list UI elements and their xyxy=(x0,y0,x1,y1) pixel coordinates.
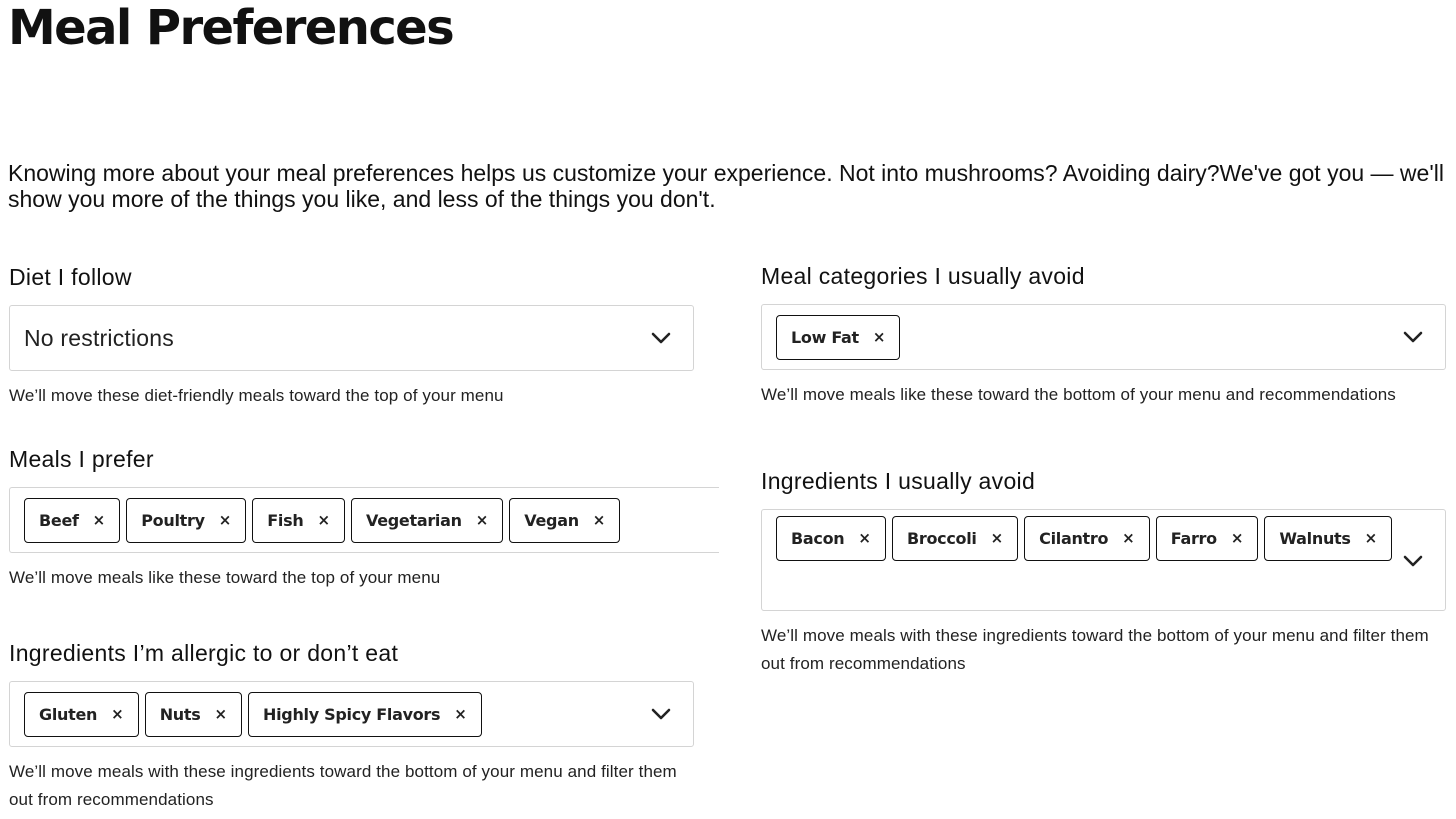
allergic-label: Ingredients I’m allergic to or don’t eat xyxy=(9,640,399,666)
remove-icon[interactable]: × xyxy=(111,704,124,723)
ingredients-avoid-field xyxy=(761,466,1446,678)
ingredients-avoid-select[interactable] xyxy=(761,509,1446,611)
chip-label: Low Fat xyxy=(791,327,859,347)
chip[interactable] xyxy=(1024,516,1150,561)
chip-label: Poultry xyxy=(141,510,205,530)
remove-icon[interactable]: × xyxy=(1364,529,1378,547)
meals-prefer-helper: We’ll move meals like these toward the top of your menu xyxy=(9,568,441,587)
meals-prefer-select[interactable] xyxy=(9,487,719,553)
diet-select-value: No restrictions xyxy=(24,324,174,351)
remove-icon[interactable]: × xyxy=(475,510,489,529)
page-title: Meal Preferences xyxy=(8,0,454,56)
chip[interactable] xyxy=(509,498,620,543)
ingredients-avoid-helper: We’ll move meals with these ingredients toward the bottom of your menu and filter them out from recommendations xyxy=(761,626,1429,673)
ingredients-avoid-chips xyxy=(762,516,1392,561)
chevron-down-icon[interactable] xyxy=(651,708,671,720)
remove-icon[interactable]: × xyxy=(1122,529,1135,547)
chip[interactable] xyxy=(776,516,886,561)
chip-label: Bacon xyxy=(791,529,845,548)
chip[interactable] xyxy=(252,498,345,543)
allergic-select[interactable] xyxy=(9,681,694,747)
chip[interactable] xyxy=(351,498,503,543)
chip[interactable] xyxy=(776,315,900,360)
diet-label: Diet I follow xyxy=(9,264,132,290)
chevron-down-icon[interactable] xyxy=(1403,331,1423,343)
chip-label: Broccoli xyxy=(906,529,977,548)
chip-label: Fish xyxy=(267,510,304,530)
chip[interactable] xyxy=(248,692,482,737)
intro-text: Knowing more about your meal preferences helps us customize your experience. Not into mushrooms? Avoiding dairy?We've got you — we'll show you more of the things you like, and less of the things you don't. xyxy=(8,160,1444,212)
chip-label: Vegetarian xyxy=(366,510,462,530)
remove-icon[interactable]: × xyxy=(858,529,871,547)
chip-label: Walnuts xyxy=(1279,529,1351,548)
chip[interactable] xyxy=(145,692,242,737)
chip[interactable] xyxy=(1156,516,1259,561)
ingredients-avoid-label: Ingredients I usually avoid xyxy=(761,468,1036,494)
chip-label: Cilantro xyxy=(1039,529,1109,548)
chip[interactable] xyxy=(892,516,1018,561)
chip-label: Nuts xyxy=(159,704,201,724)
chip-label: Farro xyxy=(1170,529,1217,548)
meals-prefer-field xyxy=(9,444,719,592)
chip-label: Highly Spicy Flavors xyxy=(263,704,441,724)
categories-avoid-select[interactable] xyxy=(761,304,1446,370)
meals-prefer-chips xyxy=(10,498,620,543)
remove-icon[interactable]: × xyxy=(872,327,886,346)
chip[interactable] xyxy=(24,692,139,737)
allergic-helper: We’ll move meals with these ingredients toward the bottom of your menu and filter them out from recommendations xyxy=(9,762,677,809)
categories-avoid-helper: We’ll move meals like these toward the bottom of your menu and recommendations xyxy=(761,385,1396,404)
categories-avoid-field xyxy=(761,261,1446,409)
chip-label: Vegan xyxy=(524,510,579,530)
remove-icon[interactable]: × xyxy=(1230,529,1244,547)
meals-prefer-label: Meals I prefer xyxy=(9,446,154,472)
chip[interactable] xyxy=(1264,516,1392,561)
chip-label: Gluten xyxy=(39,704,98,724)
remove-icon[interactable]: × xyxy=(214,704,228,723)
diet-field xyxy=(9,262,694,410)
remove-icon[interactable]: × xyxy=(592,510,606,529)
allergic-chips xyxy=(10,692,482,737)
remove-icon[interactable]: × xyxy=(990,529,1004,547)
diet-helper: We’ll move these diet-friendly meals toward the top of your menu xyxy=(9,386,504,405)
chip[interactable] xyxy=(24,498,120,543)
chip-label: Beef xyxy=(39,510,79,530)
categories-avoid-label: Meal categories I usually avoid xyxy=(761,263,1085,289)
remove-icon[interactable]: × xyxy=(454,704,467,723)
remove-icon[interactable]: × xyxy=(317,510,331,529)
diet-select[interactable] xyxy=(9,305,694,371)
remove-icon[interactable]: × xyxy=(92,510,106,529)
chevron-down-icon[interactable] xyxy=(651,332,671,344)
chip[interactable] xyxy=(126,498,246,543)
categories-avoid-chips xyxy=(762,315,900,360)
remove-icon[interactable]: × xyxy=(218,510,232,529)
chevron-down-icon[interactable] xyxy=(1403,555,1423,567)
allergic-field xyxy=(9,638,694,814)
